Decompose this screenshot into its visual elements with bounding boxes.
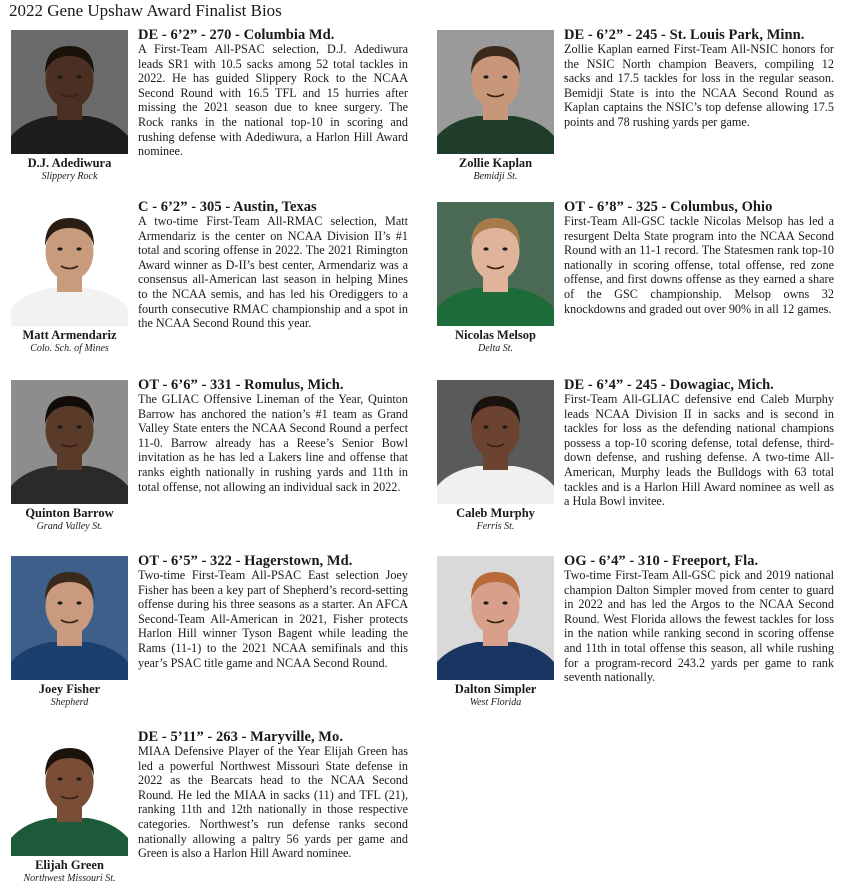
finalist-heading: OG - 6’4” - 310 - Freeport, Fla. [564, 553, 759, 569]
finalist-name: Caleb Murphy [456, 506, 535, 520]
finalist-name: Zollie Kaplan [458, 156, 533, 170]
finalist-heading: OT - 6’8” - 325 - Columbus, Ohio [564, 199, 773, 215]
finalist-photo [437, 30, 554, 154]
finalist-name: Quinton Barrow [25, 506, 114, 520]
finalist-photo [437, 380, 554, 504]
finalist-heading: DE - 5’11” - 263 - Maryville, Mo. [138, 729, 344, 745]
finalist-bio-text: The GLIAC Offensive Lineman of the Year, Quinton Barrow has anchored the nation’s #1 team as Grand Valley State enters the NCAA Second Round a perfect 11-0. Barrow already has a Reese’s Senior Bowl invitation as he has led a Lakers line and offense that ranks eighth nationally in rushing yards and 11th in total offense, not allowing an individual sack in 2022. [138, 392, 408, 494]
finalist-heading: DE - 6’2” - 270 - Columbia Md. [138, 27, 335, 43]
finalist-bio-text: MIAA Defensive Player of the Year Elijah Green has led a powerful Northwest Missouri State defense in 2022 as the Bearcats head to the NCAA Second Round. He led the MIAA in sacks (11) and TFL (21), ranking 11th and 12th nationally in those respective categories. Northwest’s run defense ranks second nationally allowing a paltry 56 yards per game and Green is also a Harlon Hill Award nominee. [138, 744, 408, 861]
finalist-name: Dalton Simpler [454, 682, 537, 696]
finalist-school: Northwest Missouri St. [23, 873, 116, 884]
finalist-photo [11, 732, 128, 856]
finalist-photo [437, 202, 554, 326]
finalist-name: Elijah Green [35, 858, 104, 872]
finalist-name: Nicolas Melsop [455, 328, 536, 342]
finalist-heading: DE - 6’4” - 245 - Dowagiac, Mich. [564, 377, 774, 393]
finalist-bio-text: First-Team All-GSC tackle Nicolas Melsop has led a resurgent Delta State program into the NCAA Second Round with an 11-1 record. The Statesmen rank top-10 nationally in scoring offense, total offense, red zone offense, and first downs offense as they earned a share of the GSC championship. Melsop owns 32 knockdowns and graded out over 90% in all 12 games. [564, 214, 834, 316]
finalist-school: Bemidji St. [473, 171, 518, 182]
finalist-photo [11, 30, 128, 154]
finalist-heading: C - 6’2” - 305 - Austin, Texas [138, 199, 317, 215]
finalist-bio-text: Zollie Kaplan earned First-Team All-NSIC honors for the NSIC North champion Beavers, compiling 12 sacks and 17.5 tackles for loss in the regular season. Bemidji State is into the NCAA Second Round as Kaplan captains the NSIC’s top defense allowing 17.5 points and 78 rushing yards per game. [564, 42, 834, 129]
finalist-bio-text: A two-time First-Team All-RMAC selection, Matt Armendariz is the center on NCAA Division II’s #1 total and scoring offense in 2022. The 2021 Rimington Award winner as D-II’s best center, Armendariz was a consensus all-American last season in helping Mines to the NCAA semis, and has led his Orediggers to a fourth consecutive RMAC championship and a spot in the NCAA Second Round this year. [138, 214, 408, 331]
finalist-school: Colo. Sch. of Mines [30, 343, 109, 354]
finalist-photo [11, 556, 128, 680]
finalist-school: Ferris St. [476, 521, 515, 532]
finalist-name: Matt Armendariz [22, 328, 117, 342]
finalist-bio-text: First-Team All-GLIAC defensive end Caleb Murphy leads NCAA Division II in sacks and is second in tackles for loss as the defending national champions possess a top-10 scoring defense, total defense, third-down defense, and rushing defense. A two-time All-American, Murphy leads the Bulldogs with 63 total tackles and is a Harlon Hill Award nominee as well as a Hula Bowl invitee. [564, 392, 834, 509]
finalist-school: Grand Valley St. [36, 521, 103, 532]
finalist-school: Shepherd [50, 697, 89, 708]
finalist-name: Joey Fisher [38, 682, 101, 696]
finalist-school: Slippery Rock [41, 171, 98, 182]
finalist-bio-text: Two-time First-Team All-GSC pick and 2019 national champion Dalton Simpler moved from center to guard in 2022 and has led the Argos to the NCAA Second Round. West Florida allows the fewest tackles for loss in the nation while ranking second in scoring offense and 11th in total offense this season, all while rushing for a program-record 243.2 yards per game to rank seventh nationally. [564, 568, 834, 685]
finalist-school: Delta St. [478, 343, 513, 354]
finalist-heading: OT - 6’5” - 322 - Hagerstown, Md. [138, 553, 353, 569]
finalist-photo [11, 380, 128, 504]
finalist-heading: OT - 6’6” - 331 - Romulus, Mich. [138, 377, 344, 393]
finalist-bio-text: Two-time First-Team All-PSAC East selection Joey Fisher has been a key part of Shepherd’s record-setting offense during his three seasons as a starter. An AFCA Second-Team All-American in 2021, Fisher protects Harlon Hill winner Tyson Bagent while leading the Rams (11-1) to the 2021 NCAA semifinals and this year’s PSAC title game and NCAA Second Round. [138, 568, 408, 670]
page-title: 2022 Gene Upshaw Award Finalist Bios [9, 1, 282, 20]
finalist-school: West Florida [469, 697, 522, 708]
finalist-bio-text: A First-Team All-PSAC selection, D.J. Adediwura leads SR1 with 10.5 sacks among 52 total tackles in 2022. He has guided Slippery Rock to the NCAA Second Round with 16.5 TFL and 15 hurries after missing the 2021 season due to knee surgery. The Rock ranks in the national top-10 in scoring and rushing defense with Adediwura, a Harlon Hill Award nominee. [138, 42, 408, 159]
finalist-photo [437, 556, 554, 680]
finalist-heading: DE - 6’2” - 245 - St. Louis Park, Minn. [564, 27, 805, 43]
finalist-name: D.J. Adediwura [27, 156, 112, 170]
finalist-photo [11, 202, 128, 326]
